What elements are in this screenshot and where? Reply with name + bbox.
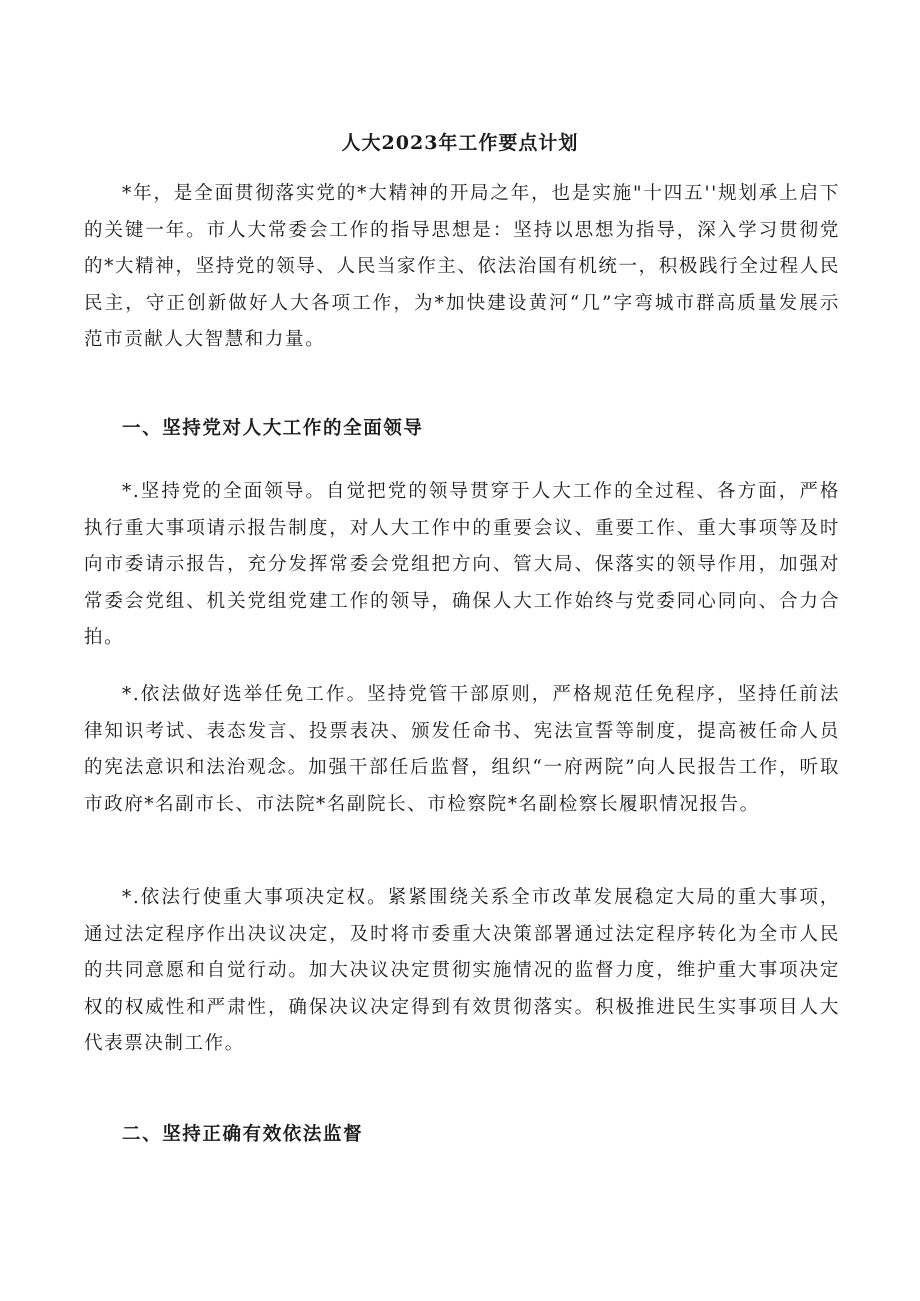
section1-paragraph-3: *.依法行使重大事项决定权。紧紧围绕关系全市改革发展稳定大局的重大事项，通过法定程序作出决议决定，及时将市委重大决策部署通过法定程序转化为全市人民的共同意愿和自觉行动。加大决议决定贯彻实施情况的监督力度，维护重大事项决定权的权威性和严肃性，确保决议决定得到有效贯彻落实。积极推进民生实事项目人大代表票决制工作。 xyxy=(84,887,840,1054)
intro-paragraph: *年，是全面贯彻落实党的*大精神的开局之年，也是实施"十四五''规划承上启下的关键一年。市人大常委会工作的指导思想是：坚持以思想为指导，深入学习贯彻党的*大精神，坚持党的领导、人民当家作主、依法治国有机统一，积极践行全过程人民民主，守正创新做好人大各项工作，为*加快建设黄河“几”字弯城市群高质量发展示范市贡献人大智慧和力量。 xyxy=(84,183,840,350)
document-title: 人大2023年工作要点计划 xyxy=(341,132,579,154)
section1-paragraph-2: *.依法做好选举任免工作。坚持党管干部原则，严格规范任免程序，坚持任前法律知识考试、表态发言、投票表决、颁发任命书、宪法宣誓等制度，提高被任命人员的宪法意识和法治观念。加强干部任后监督，组织“一府两院”向人民报告工作，听取市政府*名副市长、市法院*名副院长、市检察院*名副检察长履职情况报告。 xyxy=(84,684,840,815)
section-heading-2: 二、坚持正确有效依法监督 xyxy=(122,1124,364,1145)
section1-paragraph-1: *.坚持党的全面领导。自觉把党的领导贯穿于人大工作的全过程、各方面，严格执行重大事项请示报告制度，对人大工作中的重要会议、重要工作、重大事项等及时向市委请示报告，充分发挥常委会党组把方向、管大局、保落实的领导作用，加强对常委会党组、机关党组党建工作的领导，确保人大工作始终与党委同心同向、合力合拍。 xyxy=(84,481,840,648)
section-heading-1: 一、坚持党对人大工作的全面领导 xyxy=(122,418,424,439)
